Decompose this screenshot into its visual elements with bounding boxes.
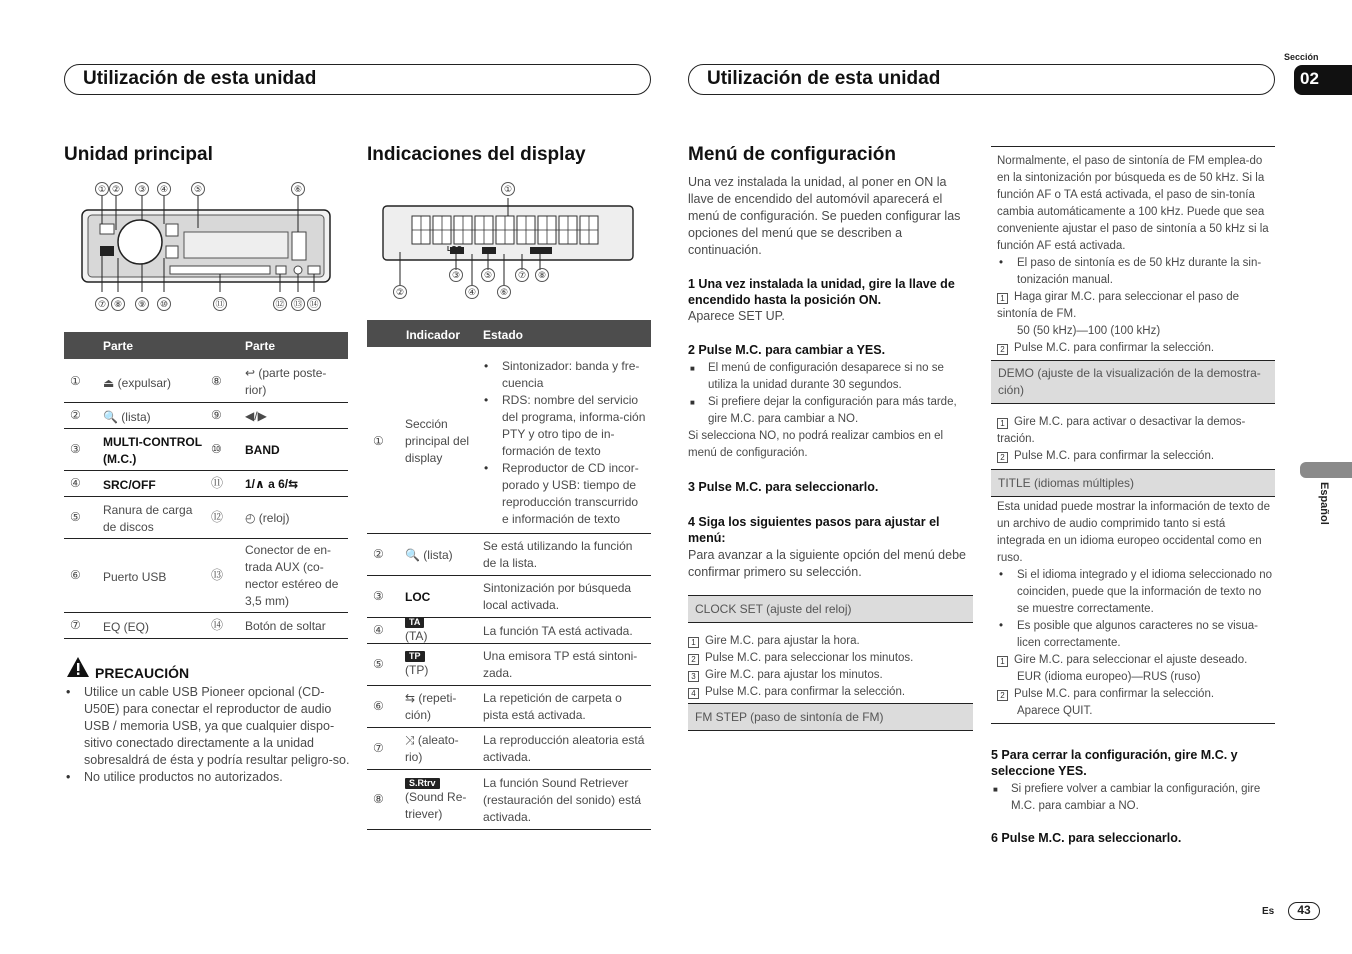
callout-10: ⑩ bbox=[157, 297, 171, 311]
disp-callout-3: ③ bbox=[449, 268, 463, 282]
step-5-note: ■ Si prefiere volver a cambiar la configuración, gire M.C. para cambiar a NO. bbox=[991, 781, 1277, 815]
parts-row-rule bbox=[64, 638, 348, 639]
callout-12: ⑫ bbox=[273, 297, 287, 311]
indicator-row-label bbox=[405, 578, 475, 616]
indicator-state: La función TA está activada. bbox=[483, 623, 633, 638]
title-paragraph: Esta unidad puede mostrar la información de texto de un archivo de audio comprimido tanto si está integrada en un idioma europeo occidental como en ruso. bbox=[997, 501, 1270, 564]
parts-row-part: ⏏ (expulsar) bbox=[103, 375, 172, 390]
callout-13: ⑬ bbox=[291, 297, 305, 311]
disp-callout-5: ⑤ bbox=[481, 268, 495, 282]
footer-lang: Es bbox=[1262, 906, 1275, 917]
demo-step: 1 Gire M.C. para activar o desactivar la demos-tración. bbox=[997, 416, 1246, 445]
indicator-tag: S.Rtrv bbox=[405, 778, 440, 789]
parts-row-num: ⑭ bbox=[211, 618, 224, 632]
title-desc bbox=[997, 499, 1275, 720]
section-number-tab: 02 bbox=[1294, 65, 1352, 95]
step-2-note: ■ El menú de configuración desaparece si no se utiliza la unidad durante 30 segundos. bbox=[688, 360, 974, 394]
demo-steps bbox=[997, 414, 1275, 465]
indicator-text: (TP) bbox=[405, 663, 429, 677]
title-bullet: • Si el idioma integrado y el idioma seleccionado no coinciden, puede que la información de texto no se muestre correctamente. bbox=[997, 567, 1275, 618]
disp-callout-6: ⑥ bbox=[497, 285, 511, 299]
parts-row-part: SRC/OFF bbox=[103, 477, 156, 492]
step-5: 5 Para cerrar la configuración, gire M.C. y seleccione YES. bbox=[991, 748, 1238, 778]
title-box: TITLE (idiomas múltiples) bbox=[991, 469, 1275, 497]
parts-col-head-1: Parte bbox=[103, 339, 134, 353]
indicator-row-num: ③ bbox=[373, 589, 384, 603]
parts-row-part: Conector de en-trada AUX (co-nector estéreo de 3,5 mm) bbox=[245, 543, 339, 608]
clock-step: 4 Pulse M.C. para confirmar la selección. bbox=[688, 684, 973, 701]
disp-callout-2: ② bbox=[393, 285, 407, 299]
parts-row-num: ⑨ bbox=[211, 408, 222, 422]
callout-5: ⑤ bbox=[191, 182, 205, 196]
parts-row-num: ⑫ bbox=[211, 510, 224, 524]
parts-row-part: Ranura de carga de discos bbox=[103, 503, 193, 534]
indicator-state: Una emisora TP está sintoni-zada. bbox=[483, 649, 638, 680]
parts-row-num: ③ bbox=[70, 442, 81, 456]
title-bullets bbox=[997, 567, 1275, 652]
parts-row-part: EQ (EQ) bbox=[103, 619, 150, 634]
indicator-text: ⤨ (aleato-rio) bbox=[405, 733, 459, 764]
indicator-text: ⇆ (repeti-ción) bbox=[405, 691, 457, 722]
demo-box: DEMO (ajuste de la visualización de la demostra-ción) bbox=[991, 360, 1275, 404]
step-2-notes bbox=[688, 360, 974, 462]
callout-6: ⑥ bbox=[291, 182, 305, 196]
fm-step-box: FM STEP (paso de sintonía de FM) bbox=[688, 703, 973, 731]
callout-14: ⑭ bbox=[307, 297, 321, 311]
parts-row-part: ◴ (reloj) bbox=[245, 510, 290, 525]
indicator-text: (TA) bbox=[405, 629, 428, 643]
step-3: 3 Pulse M.C. para seleccionarlo. bbox=[688, 480, 879, 494]
clock-step: 3 Gire M.C. para ajustar los minutos. bbox=[688, 667, 973, 684]
fm-step-desc bbox=[997, 153, 1275, 357]
title-step: 2 Pulse M.C. para confirmar la selección. bbox=[997, 686, 1275, 703]
indicator-row-rule bbox=[367, 727, 651, 728]
indicator-row-num: ⑥ bbox=[373, 699, 384, 713]
indicator-row-num: ② bbox=[373, 547, 384, 561]
fm-step-bullets bbox=[997, 255, 1275, 289]
parts-row-part: ↩ (parte poste-rior) bbox=[245, 366, 327, 397]
parts-row-part: 1/∧ a 6/⇆ bbox=[245, 476, 299, 491]
callout-8: ⑧ bbox=[111, 297, 125, 311]
title-bullet: • Es posible que algunos caracteres no se visua-licen correctamente. bbox=[997, 618, 1275, 652]
parts-row-num: ① bbox=[70, 374, 81, 388]
indicator-state: Se está utilizando la función de la lista. bbox=[483, 539, 633, 570]
indicator-col-head-1: Indicador bbox=[406, 328, 461, 342]
indicator-table-header bbox=[367, 320, 651, 347]
callout-11: ⑪ bbox=[213, 297, 227, 311]
page-number: 43 bbox=[1288, 902, 1320, 920]
indicator-state: La función Sound Retriever (restauración del sonido) está activada. bbox=[483, 775, 642, 824]
parts-row-num: ⑥ bbox=[70, 568, 81, 582]
indicator-text: 🔍 (lista) bbox=[405, 547, 453, 562]
indicator-state-list bbox=[482, 358, 648, 528]
step-1-note bbox=[688, 309, 785, 323]
warning-icon bbox=[66, 656, 90, 681]
callout-9: ⑨ bbox=[135, 297, 149, 311]
clock-steps bbox=[688, 633, 973, 701]
step-2: 2 Pulse M.C. para cambiar a YES. bbox=[688, 343, 886, 357]
parts-row-num: ④ bbox=[70, 476, 81, 490]
parts-row-part: BAND bbox=[245, 442, 280, 457]
parts-row-rule bbox=[64, 612, 348, 613]
indicator-state-item: • Reproductor de CD incor-porado y USB: tiempo de reproducción transcurrido e información de texto bbox=[482, 460, 648, 528]
parts-row-rule bbox=[64, 428, 348, 429]
parts-row-num: ⑧ bbox=[211, 374, 222, 388]
parts-row-num: ⑪ bbox=[211, 476, 224, 490]
side-tab-marker bbox=[1300, 462, 1352, 478]
title-step-values: EUR (idioma europeo)—RUS (ruso) bbox=[1017, 671, 1201, 683]
parts-row-part: 🔍 (lista) bbox=[103, 409, 151, 424]
indicator-row-rule bbox=[367, 575, 651, 576]
parts-row-num: ⑩ bbox=[211, 442, 222, 456]
fm-step-item: 1 Haga girar M.C. para seleccionar el paso de sintonía de FM. bbox=[997, 291, 1240, 320]
head-unit-diagram bbox=[80, 180, 340, 315]
parts-row-rule bbox=[64, 402, 348, 403]
indicator-row-num: ⑧ bbox=[373, 792, 384, 806]
indicator-row-num: ④ bbox=[373, 623, 384, 637]
step-6: 6 Pulse M.C. para seleccionarlo. bbox=[991, 831, 1182, 845]
indicator-row-num: ① bbox=[373, 433, 384, 448]
disp-callout-7: ⑦ bbox=[515, 268, 529, 282]
indicator-state: La repetición de carpeta o pista está activada. bbox=[483, 691, 622, 722]
indicator-row-label bbox=[405, 772, 475, 828]
callout-2: ② bbox=[109, 182, 123, 196]
menu-config-title: Menú de configuración bbox=[688, 144, 896, 165]
parts-row-part: ◀/▶ bbox=[245, 408, 267, 423]
fm-step-bullet: • El paso de sintonía es de 50 kHz durante la sin-tonización manual. bbox=[997, 255, 1275, 289]
menu-intro: Una vez instalada la unidad, al poner en ON la llave de encendido del automóvil aparecerá el menú de configuración. Se pueden configurar las opciones del menú que se describen a continuación. bbox=[688, 175, 961, 257]
caution-item: • No utilice productos no autorizados. bbox=[64, 769, 350, 786]
indicator-row-num: ⑤ bbox=[373, 657, 384, 671]
callout-7: ⑦ bbox=[95, 297, 109, 311]
indicator-text: Sección principal del display bbox=[405, 417, 470, 465]
indicator-row-rule bbox=[367, 769, 651, 770]
caution-list bbox=[64, 684, 350, 786]
indicator-col-head-2: Estado bbox=[483, 328, 524, 342]
step-2-note: ■ Si prefiere dejar la configuración para más tarde, gire M.C. para cambiar a NO. bbox=[688, 394, 974, 428]
parts-table-header bbox=[64, 332, 348, 359]
disp-callout-1: ① bbox=[501, 182, 515, 196]
indicaciones-title: Indicaciones del display bbox=[367, 144, 586, 165]
parts-row-rule bbox=[64, 470, 348, 471]
indicator-row-label bbox=[405, 536, 475, 574]
indicator-row-rule bbox=[367, 643, 651, 644]
callout-3: ③ bbox=[135, 182, 149, 196]
fm-step-item: 2 Pulse M.C. para confirmar la selección. bbox=[997, 340, 1275, 357]
indicator-row-label bbox=[405, 351, 475, 532]
indicator-row-label bbox=[405, 688, 475, 726]
section-label: Sección bbox=[1284, 52, 1319, 62]
fm-step-values: 50 (50 kHz)—100 (100 kHz) bbox=[1017, 325, 1161, 337]
indicator-text: LOC bbox=[405, 589, 431, 604]
parts-row-num: ② bbox=[70, 408, 81, 422]
parts-row-rule bbox=[64, 496, 348, 497]
indicator-state: Sintonización por búsqueda local activada. bbox=[483, 581, 632, 612]
indicator-row-rule bbox=[367, 533, 651, 534]
indicator-row-rule bbox=[367, 829, 651, 830]
section-header-right: Utilización de esta unidad bbox=[688, 64, 1275, 95]
demo-step: 2 Pulse M.C. para confirmar la selección. bbox=[997, 448, 1275, 465]
caution-title: PRECAUCIÓN bbox=[95, 665, 190, 681]
indicator-state: La reproducción aleatoria está activada. bbox=[483, 733, 645, 764]
parts-row-num: ⑤ bbox=[70, 510, 81, 524]
clock-step: 2 Pulse M.C. para seleccionar los minutos. bbox=[688, 650, 973, 667]
col4-top-rule bbox=[991, 146, 1275, 147]
disp-callout-8: ⑧ bbox=[535, 268, 549, 282]
display-drawing bbox=[380, 180, 640, 305]
side-tab-language: Español bbox=[1318, 482, 1330, 525]
indicator-text: (Sound Re-triever) bbox=[405, 789, 467, 821]
display-tag-loc: LOC bbox=[447, 246, 462, 253]
clock-step: 1 Gire M.C. para ajustar la hora. bbox=[688, 633, 973, 650]
unidad-principal-title: Unidad principal bbox=[64, 144, 213, 165]
fm-step-paragraph: Normalmente, el paso de sintonía de FM emplea-do en la sintonización por búsqueda es de 50 kHz. Si la función AF o TA está activada, el paso de sin-tonía cambia automáticamente a 100 kHz. Puede que sea conveniente ajustar el paso de sintonía a 50 kHz si la función AF está activada. bbox=[997, 155, 1269, 252]
indicator-row-label bbox=[405, 646, 475, 684]
head-unit-drawing bbox=[80, 180, 340, 315]
parts-row-part: Botón de soltar bbox=[245, 618, 326, 633]
step-4-note: Para avanzar a la siguiente opción del menú debe confirmar primero su selección. bbox=[688, 548, 966, 579]
indicator-row-label bbox=[405, 617, 475, 643]
step-4: 4 Siga los siguientes pasos para ajustar el menú: bbox=[688, 515, 940, 545]
callout-4: ④ bbox=[157, 182, 171, 196]
indicator-state-item: • RDS: nombre del servicio del programa, informa-ción PTY y otro tipo de in-formación de texto bbox=[482, 392, 648, 460]
caution-item: • Utilice un cable USB Pioneer opcional (CD-U50E) para conectar el reproductor de audio USB / memoria USB, ya que cualquier dispo-sitivo conectado directamente a la unidad sobresaldrá de ésta y podría resultar peligro-so. bbox=[64, 684, 350, 769]
indicator-tag: TA bbox=[405, 617, 424, 628]
indicator-row-num: ⑦ bbox=[373, 741, 384, 755]
callout-1: ① bbox=[95, 182, 109, 196]
indicator-tag: TP bbox=[405, 651, 425, 662]
title-step-quit: Aparece QUIT. bbox=[1017, 705, 1093, 717]
section-header-left: Utilización de esta unidad bbox=[64, 64, 651, 95]
clock-set-box: CLOCK SET (ajuste del reloj) bbox=[688, 595, 973, 623]
display-diagram bbox=[380, 180, 640, 305]
step-1-note-text: Aparece SET UP. bbox=[688, 309, 785, 323]
parts-row-part: Puerto USB bbox=[103, 569, 167, 584]
step-1: 1 Una vez instalada la unidad, gire la llave de encendido hasta la posición ON. bbox=[688, 277, 955, 307]
parts-row-num: ⑬ bbox=[211, 568, 224, 582]
disp-callout-4: ④ bbox=[465, 285, 479, 299]
step-2-note: Si selecciona NO, no podrá realizar cambios en el menú de configuración. bbox=[688, 430, 944, 459]
indicator-row-label bbox=[405, 730, 475, 768]
parts-row-part: MULTI-CONTROL (M.C.) bbox=[103, 435, 202, 466]
parts-row-num: ⑦ bbox=[70, 618, 81, 632]
parts-row-rule bbox=[64, 538, 348, 539]
col4-bottom-rule bbox=[991, 723, 1275, 724]
parts-col-head-2: Parte bbox=[245, 339, 276, 353]
indicator-row-rule bbox=[367, 685, 651, 686]
indicator-state-item: • Sintonizador: banda y fre-cuencia bbox=[482, 358, 648, 392]
title-step: 1 Gire M.C. para seleccionar el ajuste deseado. bbox=[997, 652, 1275, 669]
